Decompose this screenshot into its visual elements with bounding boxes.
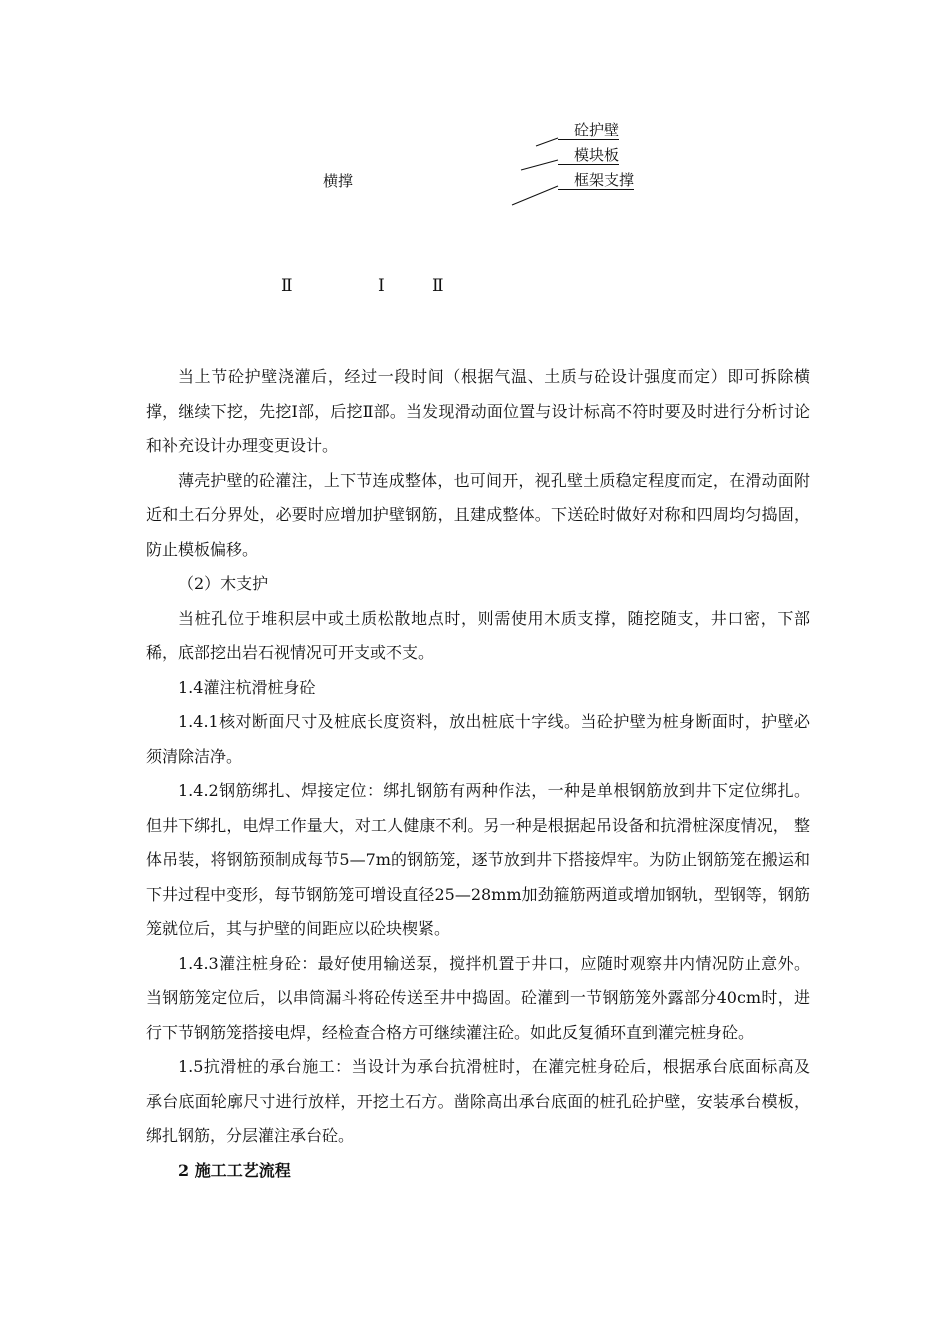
paragraph: 1.4.2钢筋绑扎、焊接定位：绑扎钢筋有两种作法，一种是单根钢筋放到井下定位绑扎。但井下绑扎，电焊工作量大，对工人健康不利。另一种是根据起吊设备和抗滑桩深度情况， 整体吊装，将钢筋预制成每节5—7m的钢筋笼，逐节放到井下搭接焊牢。为防止钢筋笼在搬运和下井过程中变形，每节钢筋笼可增设直径25—28mm加劲箍筋两道或增加钢轨，型钢等，钢筋笼就位后，其与护壁的间距应以砼块楔紧。 — [146, 781, 810, 938]
paragraph: 当桩孔位于堆积层中或土质松散地点时，则需使用木质支撑，随挖随支，井口密，下部稀，底部挖出岩石视情况可开支或不支。 — [146, 608, 810, 662]
paragraph: 1.5抗滑桩的承台施工：当设计为承台抗滑桩时，在灌完桩身砼后，根据承台底面标高及承台底面轮廓尺寸进行放样，开挖土石方。凿除高出承台底面的桩孔砼护壁，安装承台模板，绑扎钢筋，分层灌注承台砼。 — [146, 1057, 810, 1145]
document-body — [146, 360, 810, 1188]
label-part-ii-right: Ⅱ — [432, 276, 444, 296]
diagram-leader-lines — [0, 0, 950, 320]
subsection-title: （2）木支护 — [178, 574, 269, 593]
label-concrete-wall: 砼护壁 — [558, 121, 619, 140]
leader-line-concrete-wall — [536, 138, 558, 146]
leader-line-frame-support — [512, 186, 558, 205]
paragraph: 当上节砼护壁浇灌后，经过一段时间（根据气温、土质与砼设计强度而定）即可拆除横撑，继续下挖，先挖Ⅰ部，后挖Ⅱ部。当发现滑动面位置与设计标高不符时要及时进行分析讨论和补充设计办理变更设计。 — [146, 367, 810, 455]
subsection-title: 1.4灌注杭滑桩身砼 — [178, 677, 316, 697]
section-heading: 2 施工工艺流程 — [178, 1160, 291, 1180]
label-cross-brace: 横撑 — [323, 172, 354, 190]
label-frame-support: 框架支撑 — [558, 171, 634, 190]
paragraph: 1.4.3灌注桩身砼：最好使用输送泵，搅拌机置于井口，应随时观察井内情况防止意外。当钢筋笼定位后，以串筒漏斗将砼传送至井中捣固。砼灌到一节钢筋笼外露部分40cm时，进行下节钢筋笼搭接电焊，经检查合格方可继续灌注砼。如此反复循环直到灌完桩身砼。 — [146, 953, 810, 1042]
paragraph: 薄壳护壁的砼灌注，上下节连成整体，也可间开，视孔壁土质稳定程度而定，在滑动面附近和土石分界处，必要时应增加护壁钢筋，且建成整体。下送砼时做好对称和四周均匀捣固，防止模板偏移。 — [146, 470, 810, 559]
paragraph: 1.4.1核对断面尺寸及桩底长度资料，放出桩底十字线。当砼护壁为桩身断面时，护壁必须清除洁净。 — [146, 712, 810, 766]
leader-line-template-board — [521, 160, 558, 170]
label-part-i: Ⅰ — [378, 276, 385, 296]
label-template-board: 模块板 — [558, 146, 619, 165]
label-part-ii-left: Ⅱ — [281, 276, 293, 296]
